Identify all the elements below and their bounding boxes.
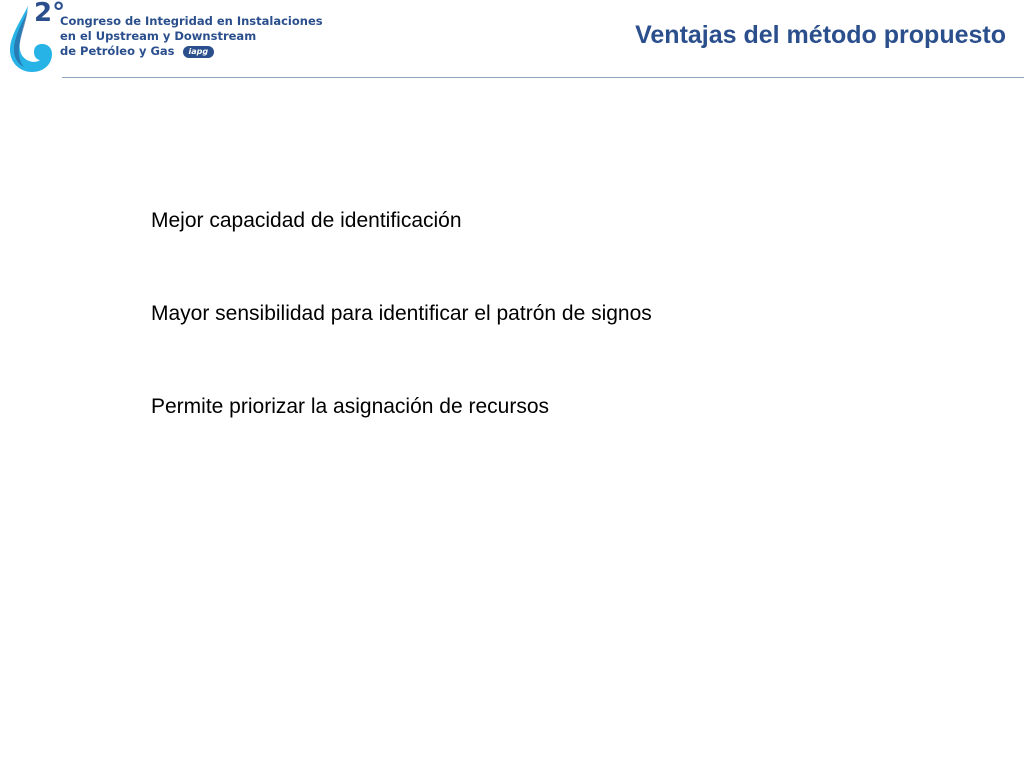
title-divider — [62, 77, 1024, 78]
logo-superscript: 2° — [34, 0, 66, 28]
bullet-list — [151, 205, 652, 484]
bullet-item: Mayor sensibilidad para identificar el patrón de signos — [151, 302, 652, 325]
logo-line-3-text: de Petróleo y Gas — [60, 44, 175, 58]
logo-line-3 — [60, 44, 323, 59]
logo-line-1: Congreso de Integridad en Instalaciones — [60, 14, 323, 28]
iapg-badge-logo: iapg — [183, 46, 215, 58]
congress-logo — [6, 0, 323, 76]
logo-text — [60, 14, 323, 59]
slide-title: Ventajas del método propuesto — [635, 21, 1006, 49]
logo-line-2: en el Upstream y Downstream — [60, 29, 257, 43]
bullet-item: Mejor capacidad de identificación — [151, 209, 462, 232]
bullet-item: Permite priorizar la asignación de recursos — [151, 395, 550, 418]
